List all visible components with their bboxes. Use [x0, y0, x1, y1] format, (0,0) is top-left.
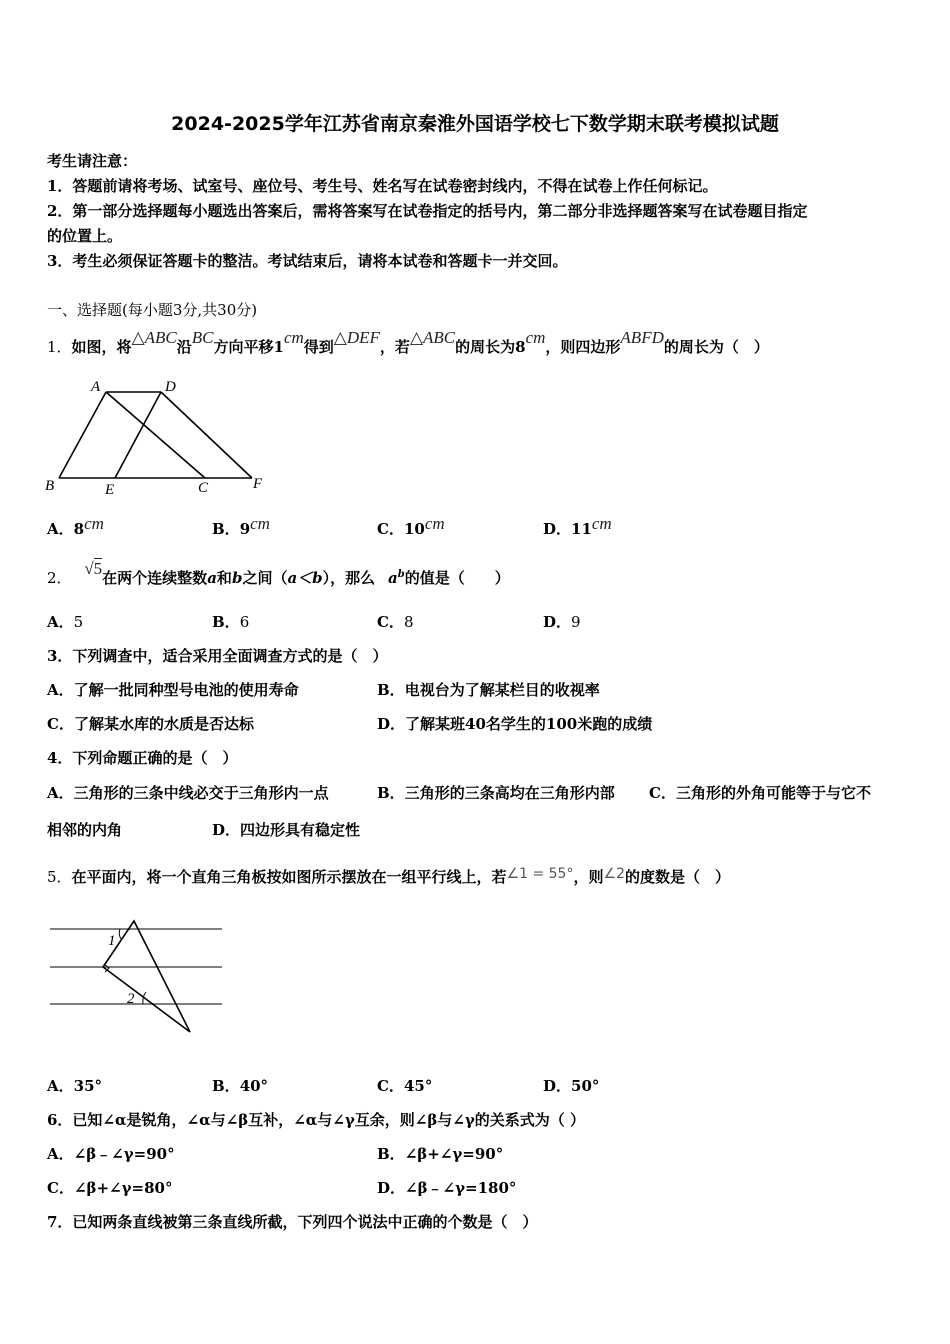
- question-5-stem: 5．在平面内，将一个直角三角板按如图所示摆放在一组平行线上，若∠1 = 55°，则∠2的度数是（ ）: [47, 866, 730, 886]
- question-1-stem: [47, 328, 769, 357]
- point-label-c: C: [198, 480, 209, 496]
- q1-math-abfd: ABFD: [620, 328, 664, 347]
- q1-figure: [40, 375, 280, 500]
- q5-option-b[interactable]: B．40°: [212, 1077, 269, 1095]
- q2-option-d[interactable]: D．9: [543, 613, 581, 631]
- q1-text: 得到: [303, 338, 334, 356]
- notice-item-2: 2．第一部分选择题每小题选出答案后，需将答案写在试卷指定的括号内，第二部分非选择题答案写在试卷题目指定: [47, 202, 808, 220]
- q2-number: 2．: [47, 569, 72, 587]
- q1-number-8: 8: [515, 338, 526, 356]
- q4-option-a[interactable]: A．三角形的三条中线必交于三角形内一点: [47, 784, 329, 802]
- q4-option-c[interactable]: C．三角形的外角可能等于与它不: [649, 784, 871, 802]
- q3-option-a[interactable]: A．了解一批同种型号电池的使用寿命: [47, 681, 299, 699]
- q5-option-d[interactable]: D．50°: [543, 1077, 600, 1095]
- line-ac: [106, 392, 205, 478]
- q3-option-c[interactable]: C．了解某水库的水质是否达标: [47, 715, 254, 733]
- point-label-f: F: [253, 476, 263, 492]
- q2-option-b[interactable]: B．6: [212, 613, 250, 631]
- right-triangle: [103, 921, 190, 1032]
- q6-option-a[interactable]: A．∠β﹣∠γ=90°: [47, 1145, 175, 1163]
- q5-condition: ∠1 = 55°: [506, 866, 574, 882]
- notice-item-3: 3．考生必须保证答题卡的整洁。考试结束后，请将本试卷和答题卡一并交回。: [47, 252, 568, 270]
- q5-option-c[interactable]: C．45°: [377, 1077, 433, 1095]
- point-label-e: E: [105, 482, 115, 498]
- angle-label-1: 1: [108, 933, 116, 949]
- q1-math-def: △DEF: [333, 328, 380, 347]
- q2-option-c[interactable]: C．8: [377, 613, 414, 631]
- point-label-a: A: [91, 379, 101, 395]
- q3-option-d[interactable]: D．了解某班40名学生的100米跑的成绩: [377, 715, 653, 733]
- section-heading: 一、选择题(每小题3分,共30分): [47, 301, 258, 319]
- q5-target-angle: ∠2: [603, 866, 625, 882]
- question-2-stem: 2． √5在两个连续整数a和b之间（a＜b），那么 $a^b$的值是（ ）: [47, 559, 510, 587]
- q4-option-b[interactable]: B．三角形的三条高均在三角形内部: [377, 784, 615, 802]
- q1-number: 1．: [47, 338, 72, 356]
- q1-text: 沿: [176, 338, 192, 356]
- q6-option-c[interactable]: C．∠β+∠γ=80°: [47, 1179, 173, 1197]
- point-label-b: B: [45, 478, 55, 494]
- q1-number-1: 1: [273, 338, 284, 356]
- q1-option-a[interactable]: A．8cm: [47, 514, 104, 538]
- q1-unit-2: cm: [525, 328, 546, 347]
- q6-option-b[interactable]: B．∠β+∠γ=90°: [377, 1145, 504, 1163]
- angle-label-2: 2: [127, 991, 135, 1007]
- line-df: [161, 392, 252, 478]
- q5-option-a[interactable]: A．35°: [47, 1077, 103, 1095]
- question-3-stem: 3．下列调查中，适合采用全面调查方式的是（ ）: [47, 647, 388, 665]
- q1-text: ，若: [379, 338, 410, 356]
- q4-option-c-cont: 相邻的内角: [47, 821, 123, 839]
- line-ab: [59, 392, 106, 478]
- angle-1-arc: [119, 929, 121, 939]
- q1-option-c[interactable]: C．10cm: [377, 514, 445, 538]
- q2-option-a[interactable]: A．5: [47, 613, 84, 631]
- notice-item-2-cont: 的位置上。: [47, 227, 123, 245]
- q1-option-b[interactable]: B．9cm: [212, 514, 270, 538]
- q6-option-d[interactable]: D．∠β﹣∠γ=180°: [377, 1179, 517, 1197]
- q1-math-bc: BC: [191, 328, 214, 347]
- q5-figure: [40, 912, 240, 1042]
- q1-unit: cm: [283, 328, 304, 347]
- q3-option-b[interactable]: B．电视台为了解某栏目的收视率: [377, 681, 600, 699]
- q2-sqrt-arg: 5: [93, 559, 103, 578]
- q1-math-abc: △ABC: [131, 328, 177, 347]
- page-title: 2024-2025学年江苏省南京秦淮外国语学校七下数学期末联考模拟试题: [171, 113, 779, 135]
- question-4-stem: 4．下列命题正确的是（ ）: [47, 749, 238, 767]
- question-6-stem: 6．已知∠α是锐角，∠α与∠β互补，∠α与∠γ互余，则∠β与∠γ的关系式为（ ）: [47, 1111, 585, 1129]
- q1-math-abc-2: △ABC: [409, 328, 456, 347]
- q2-sqrt-sign: √: [84, 559, 94, 578]
- point-label-d: D: [165, 379, 176, 395]
- q1-text: 的周长为: [455, 338, 516, 356]
- q4-option-d[interactable]: D．四边形具有稳定性: [212, 821, 361, 839]
- q1-text: ，则四边形: [545, 338, 621, 356]
- q1-text: 如图，将: [71, 338, 132, 356]
- q1-option-d[interactable]: D．11cm: [543, 514, 612, 538]
- q1-text: 方向平移: [213, 338, 274, 356]
- notice-item-1: 1．答题前请将考场、试室号、座位号、考生号、姓名写在试卷密封线内，不得在试卷上作任何标记。: [47, 177, 718, 195]
- notice-heading: 考生请注意：: [47, 152, 138, 170]
- q1-text: 的周长为（ ）: [663, 338, 769, 356]
- question-7-stem: 7．已知两条直线被第三条直线所截，下列四个说法中正确的个数是（ ）: [47, 1213, 538, 1231]
